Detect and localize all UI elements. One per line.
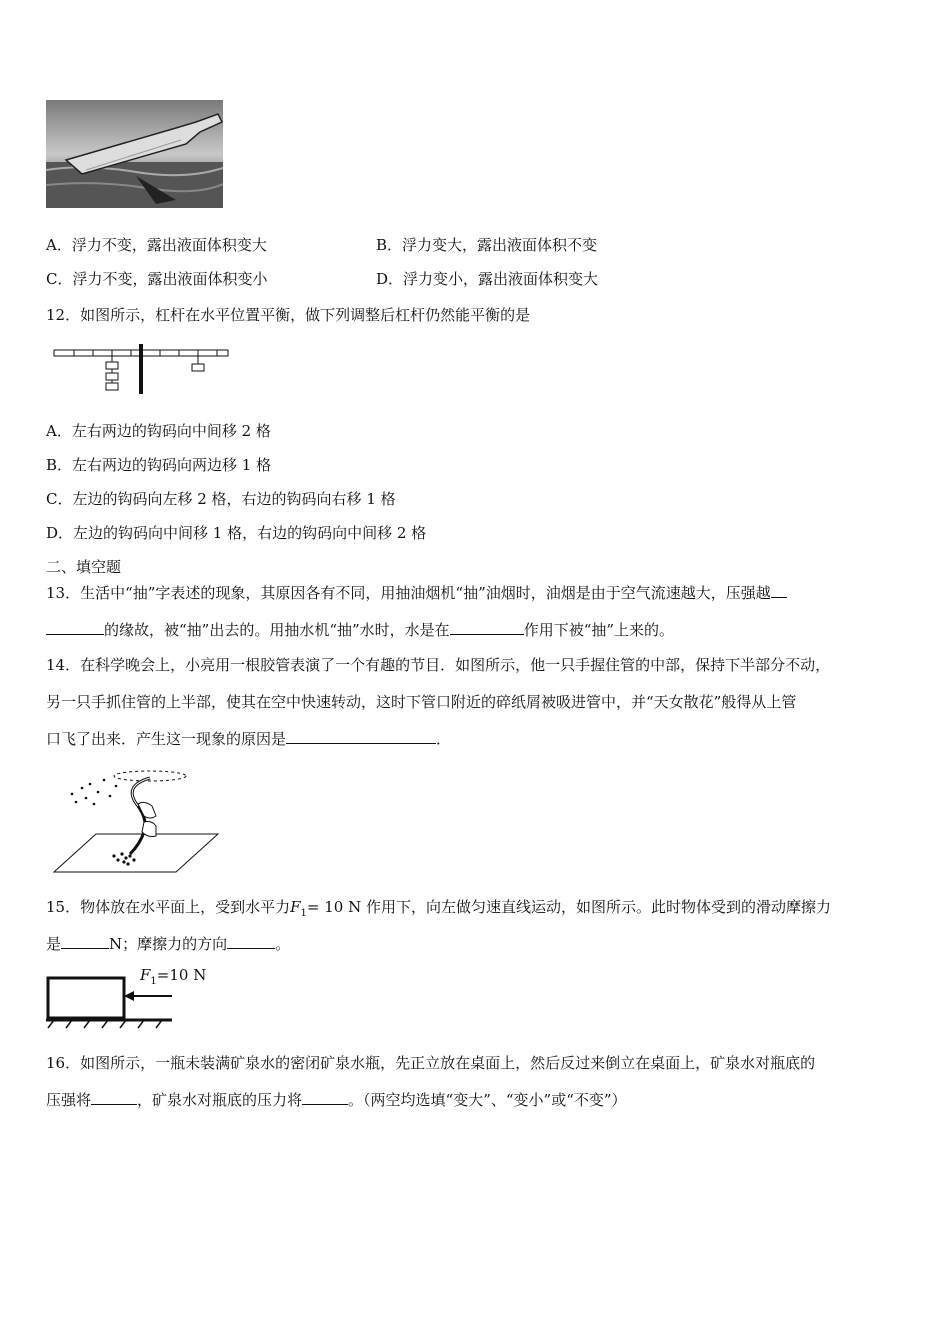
q16-line2: 压强将 ，矿泉水对瓶底的压力将 。（两空均选填“变大”、“变小”或“不变”） (46, 1091, 627, 1109)
q11-option-b: B．浮力变大，露出液面体积不变 (376, 236, 598, 254)
q12-stem: 12．如图所示，杠杆在水平位置平衡，做下列调整后杠杆仍然能平衡的是 (46, 306, 531, 324)
lever-diagram (50, 342, 232, 394)
q12-option-c: C．左边的钩码向左移 2 格，右边的钩码向右移 1 格 (46, 490, 396, 508)
q14-line1: 14．在科学晚会上，小亮用一根胶管表演了一个有趣的节目．如图所示，他一只手握住管的中部，保持下半部分不动， (46, 656, 831, 674)
q15-blank-2[interactable] (227, 934, 275, 949)
q14-line2: 另一只手抓住管的上半部，使其在空中快速转动，这时下管口附近的碎纸屑被吸进管中，并“天女散花”般得从上管 (46, 693, 797, 711)
section-title: 二、填空题 (46, 558, 122, 576)
q13-blank-1[interactable] (771, 583, 787, 598)
q13-blank-2[interactable] (450, 620, 524, 635)
q13-line2: 的缘故，被“抽”出去的。用抽水机“抽”水时，水是在 作用下被“抽”上来的。 (46, 620, 674, 640)
q12-option-d: D．左边的钩码向中间移 1 格，右边的钩码向中间移 2 格 (46, 524, 427, 542)
q15-force-symbol: F (290, 898, 301, 916)
q14-blank[interactable] (286, 729, 436, 744)
q15-line2: 是 N；摩擦力的方向 。 (46, 935, 291, 953)
q11-option-d: D．浮力变小，露出液面体积变大 (376, 270, 599, 288)
tube-spinning-figure (52, 766, 220, 876)
q15-line1: 15．物体放在水平面上，受到水平力$F_1= 10$ N 作用下，向左做匀速直线运动，如图所示。此时物体受到的滑动摩擦力 (46, 898, 831, 919)
q14-line3: 口飞了出来．产生这一现象的原因是 ． (46, 730, 452, 748)
bottle-photo (46, 100, 223, 208)
q12-option-b: B．左右两边的钩码向两边移 1 格 (46, 456, 272, 474)
q16-blank-1[interactable] (91, 1090, 137, 1105)
q13-line1: 13．生活中“抽”字表述的现象，其原因各有不同，用抽油烟机“抽”油烟时，油烟是由于空气流速越大，压强越 (46, 583, 787, 603)
q16-blank-2[interactable] (302, 1090, 348, 1105)
force-label-sub: 1 (150, 976, 157, 987)
force-label-value: =10 N (156, 966, 207, 984)
q11-option-c: C．浮力不变，露出液面体积变小 (46, 270, 268, 288)
q15-blank-1[interactable] (61, 934, 109, 949)
q12-option-a: A．左右两边的钩码向中间移 2 格 (46, 422, 271, 440)
block-force-figure (46, 966, 206, 1030)
force-label (140, 966, 206, 991)
force-label-symbol: F (140, 966, 151, 984)
q11-option-a: A．浮力不变，露出液面体积变大 (46, 236, 267, 254)
q15-force-sub: 1 (300, 908, 307, 919)
q13-blank-1-cont[interactable] (46, 620, 104, 635)
q16-line1: 16．如图所示，一瓶未装满矿泉水的密闭矿泉水瓶，先正立放在桌面上，然后反过来倒立在桌面上，矿泉水对瓶底的 (46, 1054, 816, 1072)
